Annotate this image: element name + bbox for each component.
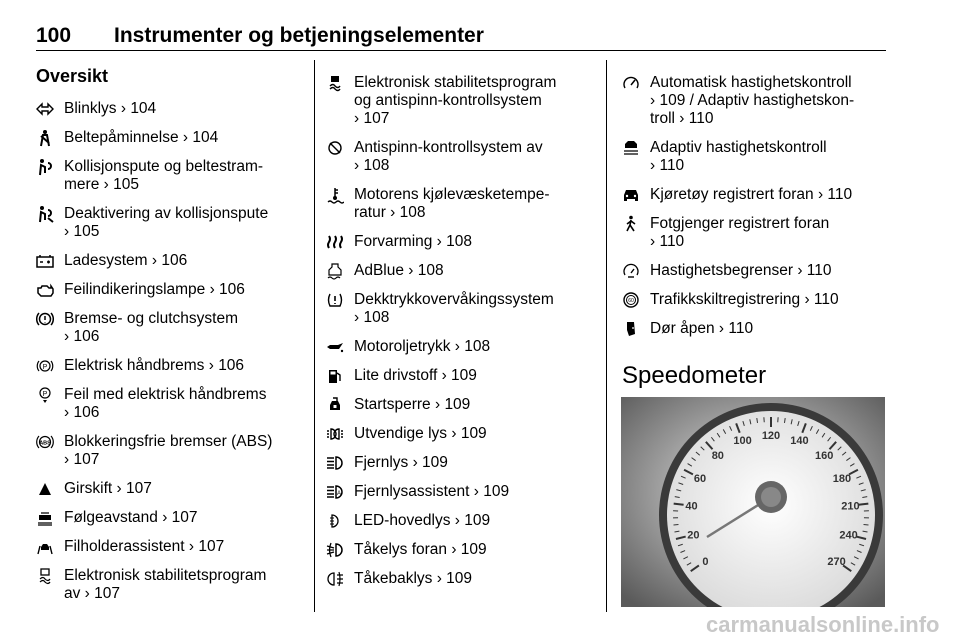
svg-text:P: P: [42, 364, 48, 371]
engine-icon: [36, 281, 56, 299]
list-item-text: Tåkelys foran › 109: [354, 541, 487, 558]
list-item-text: Forvarming › 108: [354, 233, 473, 250]
led-headlight-icon: [326, 512, 346, 530]
page-title: Instrumenter og betjeningselementer: [114, 24, 484, 47]
fuel-low-icon: [326, 367, 346, 385]
list-item-text: Tåkebaklys › 109: [354, 570, 473, 587]
list-item-text: Antispinn-kontrollsystem av › 108: [354, 139, 543, 174]
pedestrian-icon: [622, 215, 642, 233]
list-item-text: Elektrisk håndbrems › 106: [64, 357, 245, 374]
list-item-text: Trafikkskiltregistrering › 110: [650, 291, 839, 308]
speedometer-tick-label: 140: [790, 435, 809, 448]
esp-icon: [36, 567, 56, 585]
header-divider: [36, 50, 886, 51]
speedometer-image: [621, 397, 885, 607]
list-item-text: Beltepåminnelse › 104: [64, 129, 219, 146]
speedometer-tick: [858, 504, 868, 505]
list-item-text: Elektronisk stabilitetsprogram og antispinn-kontrollsystem › 107: [354, 74, 557, 127]
svg-text:A: A: [336, 491, 342, 497]
high-beam-icon: [326, 454, 346, 472]
traffic-sign-icon: [622, 291, 642, 309]
list-item-text: Bremse- og clutchsystem › 106: [64, 310, 238, 345]
following-distance-icon: [36, 509, 56, 527]
column-divider: [314, 60, 315, 612]
speedometer-tick: [864, 524, 869, 525]
svg-text:ABS: ABS: [39, 440, 51, 447]
rear-fog-icon: [326, 570, 346, 588]
door-open-icon: [622, 320, 642, 338]
gear-shift-icon: [36, 480, 56, 498]
column-divider: [606, 60, 607, 612]
list-item-text: Automatisk hastighetskontroll › 109 / Adaptiv hastighetskon- troll › 110: [650, 74, 855, 127]
adblue-icon: [326, 262, 346, 280]
speedometer-tick-label: 20: [687, 529, 700, 542]
list-item-text: Adaptiv hastighetskontroll › 110: [650, 139, 827, 174]
speed-limiter-icon: [622, 262, 642, 280]
list-item-text: Deaktivering av kollisjonspute › 105: [64, 205, 269, 240]
list-item-text: Filholderassistent › 107: [64, 538, 225, 555]
speedometer-tick-label: 180: [832, 473, 852, 486]
esp-traction-icon: [326, 74, 346, 92]
list-item-text: Fotgjenger registrert foran › 110: [650, 215, 830, 250]
traction-off-icon: [326, 139, 346, 157]
seatbelt-icon: [36, 129, 56, 147]
list-item-text: Blinklys › 104: [64, 100, 157, 117]
battery-icon: [36, 252, 56, 270]
vehicle-ahead-icon: [622, 186, 642, 204]
speedometer-tick-label: 40: [685, 500, 698, 513]
list-item-text: Dør åpen › 110: [650, 320, 754, 337]
speedometer-tick-label: 100: [733, 435, 752, 448]
section-title: Oversikt: [36, 66, 109, 86]
list-item-text: Ladesystem › 106: [64, 252, 188, 269]
airbag-icon: [36, 158, 56, 176]
preheat-icon: [326, 233, 346, 251]
list-item-text: Dekktrykkovervåkingssystem › 108: [354, 291, 554, 326]
list-item-text: Kollisjonspute og beltestram- mere › 105: [64, 158, 264, 193]
adaptive-cruise-icon: [622, 139, 642, 157]
turn-signal-icon: [36, 100, 56, 118]
abs-icon: [36, 433, 56, 451]
speedometer-tick-label: 240: [839, 529, 858, 542]
svg-text:60: 60: [628, 298, 634, 304]
speedometer-tick-label: 80: [711, 450, 724, 463]
list-item-text: Utvendige lys › 109: [354, 425, 487, 442]
footer-watermark: carmanualsonline.info: [706, 612, 940, 637]
speedometer-tick: [674, 504, 684, 505]
list-item-text: Motoroljetrykk › 108: [354, 338, 491, 355]
front-fog-icon: [326, 541, 346, 559]
list-item-text: Kjøretøy registrert foran › 110: [650, 186, 853, 203]
list-item-text: Startsperre › 109: [354, 396, 471, 413]
list-item-text: Feilindikeringslampe › 106: [64, 281, 245, 298]
speedometer-tick-label: 120: [761, 430, 781, 442]
cruise-control-icon: [622, 74, 642, 92]
speedometer-tick-label: 60: [693, 473, 707, 486]
svg-text:P: P: [42, 391, 48, 398]
list-item-text: Hastighetsbegrenser › 110: [650, 262, 832, 279]
oil-pressure-icon: [326, 338, 346, 356]
speedometer-tick-label: 160: [815, 450, 834, 463]
lane-keep-icon: [36, 538, 56, 556]
list-item-text: LED-hovedlys › 109: [354, 512, 491, 529]
list-item-text: AdBlue › 108: [354, 262, 444, 279]
list-item-text: Feil med elektrisk håndbrems › 106: [64, 386, 267, 421]
page-number: 100: [36, 24, 72, 47]
high-beam-assist-icon: [326, 483, 346, 501]
list-item-text: Fjernlysassistent › 109: [354, 483, 510, 500]
immobilizer-icon: [326, 396, 346, 414]
exterior-lights-icon: [326, 425, 346, 443]
airbag-off-icon: [36, 205, 56, 223]
list-item-text: Lite drivstoff › 109: [354, 367, 477, 384]
speedometer-heading: Speedometer: [622, 362, 767, 389]
brake-system-icon: [36, 310, 56, 328]
list-item-text: Girskift › 107: [64, 480, 152, 497]
list-item-text: Motorens kjølevæsketempe- ratur › 108: [354, 186, 550, 221]
tire-pressure-icon: [326, 291, 346, 309]
coolant-temp-icon: [326, 186, 346, 204]
speedometer-tick-label: 0: [702, 555, 709, 568]
parking-brake-icon: [36, 357, 56, 375]
speedometer-tick-label: 210: [841, 500, 860, 513]
list-item-text: Følgeavstand › 107: [64, 509, 198, 526]
list-item-text: Fjernlys › 109: [354, 454, 448, 471]
speedometer-tick-label: 270: [827, 555, 846, 568]
parking-brake-fault-icon: [36, 386, 56, 404]
list-item-text: Blokkeringsfrie bremser (ABS) › 107: [64, 433, 273, 468]
speedometer-tick: [674, 524, 679, 525]
list-item-text: Elektronisk stabilitetsprogram av › 107: [64, 567, 267, 602]
